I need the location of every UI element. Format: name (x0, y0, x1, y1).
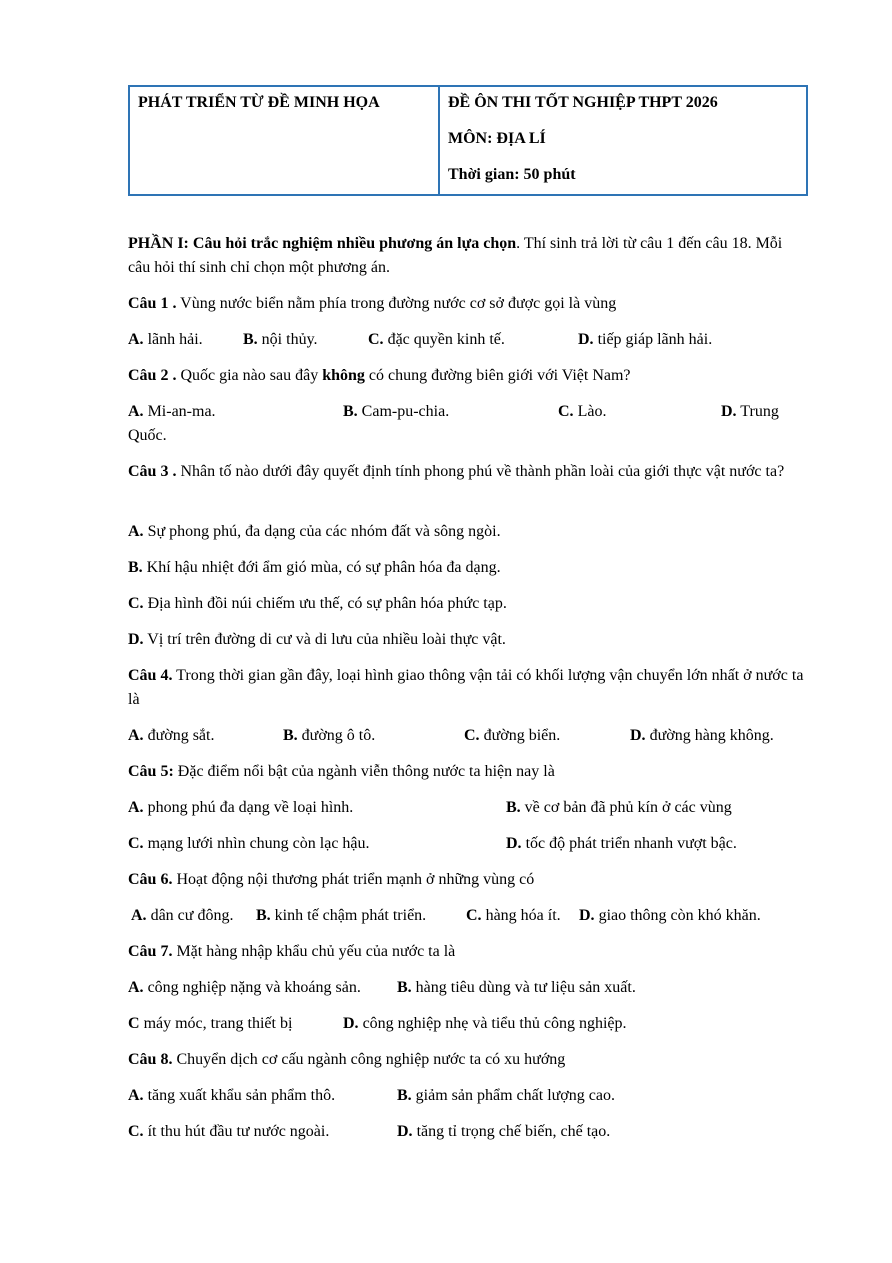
question-2-options: A. Mi-an-ma. B. Cam-pu-chia. C. Lào. D. Trung Quốc. (128, 403, 779, 444)
question-7-options-ab: A. công nghiệp nặng và khoáng sản. B. hàng tiêu dùng và tư liệu sản xuất. (128, 979, 636, 996)
question-8-options-ab: A. tăng xuất khẩu sản phẩm thô. B. giảm sản phẩm chất lượng cao. (128, 1087, 615, 1104)
question-3-option-b: B. Khí hậu nhiệt đới ẩm gió mùa, có sự phân hóa đa dạng. (128, 559, 501, 576)
question-1-options: A. lãnh hải. B. nội thủy. C. đặc quyền kinh tế. D. tiếp giáp lãnh hải. (128, 331, 713, 348)
question-1: Câu 1 . Vùng nước biển nằm phía trong đường nước cơ sở được gọi là vùng (128, 295, 617, 312)
subject: MÔN: ĐỊA LÍ (448, 130, 546, 147)
duration: Thời gian: 50 phút (448, 166, 576, 183)
exam-header-table (128, 85, 808, 196)
header-source: PHÁT TRIỂN TỪ ĐỀ MINH HỌA (130, 87, 440, 194)
question-3: Câu 3 . Nhân tố nào dưới đây quyết định tính phong phú về thành phần loài của giới thực vật nước ta? (128, 463, 785, 480)
question-2: Câu 2 . Quốc gia nào sau đây không có chung đường biên giới với Việt Nam? (128, 367, 631, 384)
question-7: Câu 7. Mặt hàng nhập khẩu chủ yếu của nước ta là (128, 943, 456, 960)
question-5-options-ab: A. phong phú đa dạng về loại hình. B. về cơ bản đã phủ kín ở các vùng (128, 799, 732, 816)
exam-title: ĐỀ ÔN THI TỐT NGHIỆP THPT 2026 (448, 94, 718, 111)
question-8-options-cd: C. ít thu hút đầu tư nước ngoài. D. tăng tỉ trọng chế biến, chế tạo. (128, 1123, 611, 1140)
question-6: Câu 6. Hoạt động nội thương phát triển mạnh ở những vùng có (128, 871, 535, 888)
question-5-options-cd: C. mạng lưới nhìn chung còn lạc hậu. D. tốc độ phát triển nhanh vượt bậc. (128, 835, 737, 852)
header-info (440, 87, 806, 194)
question-3-option-d: D. Vị trí trên đường di cư và di lưu của nhiều loài thực vật. (128, 631, 506, 648)
question-3-option-c: C. Địa hình đồi núi chiếm ưu thế, có sự phân hóa phức tạp. (128, 595, 507, 612)
question-5: Câu 5: Đặc điểm nổi bật của ngành viễn thông nước ta hiện nay là (128, 763, 555, 780)
exam-content (128, 232, 808, 1156)
question-4-options: A. đường sắt. B. đường ô tô. C. đường biển. D. đường hàng không. (128, 727, 774, 744)
question-6-options: A. dân cư đông. B. kinh tế chậm phát triển. C. hàng hóa ít. D. giao thông còn khó khăn. (131, 907, 761, 924)
part1-instructions: PHẦN I: Câu hỏi trắc nghiệm nhiều phương án lựa chọn. Thí sinh trả lời từ câu 1 đến câu 18. Mỗi câu hỏi thí sinh chỉ chọn một phương án. (128, 235, 783, 276)
question-7-options-cd: C máy móc, trang thiết bị D. công nghiệp nhẹ và tiểu thủ công nghiệp. (128, 1015, 627, 1032)
question-4: Câu 4. Trong thời gian gần đây, loại hình giao thông vận tải có khối lượng vận chuyển lớn nhất ở nước ta là (128, 667, 804, 708)
question-8: Câu 8. Chuyển dịch cơ cấu ngành công nghiệp nước ta có xu hướng (128, 1051, 566, 1068)
question-3-option-a: A. Sự phong phú, đa dạng của các nhóm đất và sông ngòi. (128, 523, 501, 540)
